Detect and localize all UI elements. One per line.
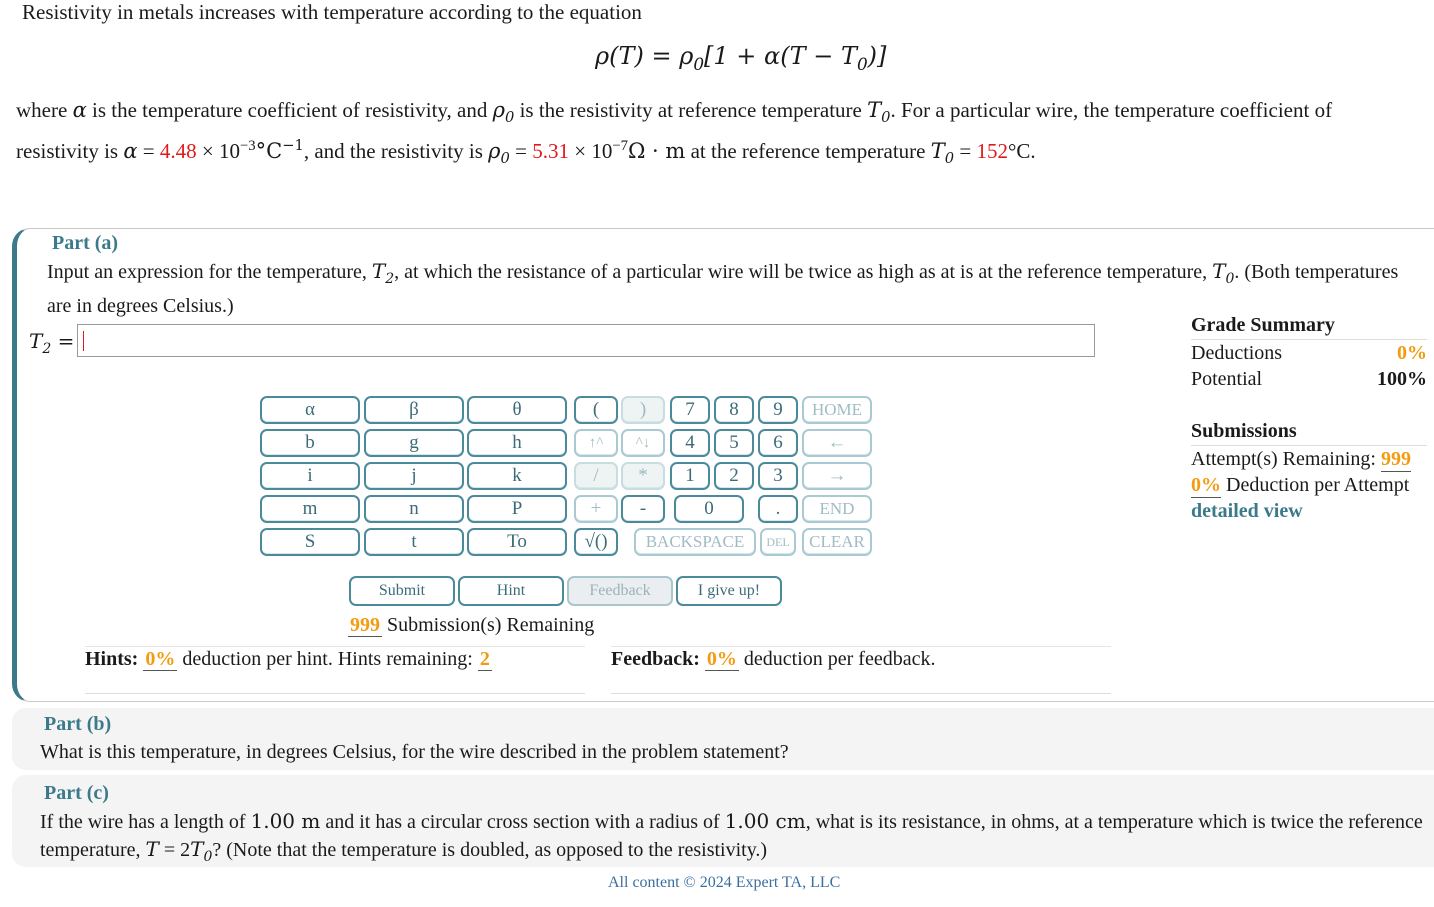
key-j[interactable]: j: [364, 462, 464, 490]
part-c-title: Part (c): [44, 782, 109, 804]
key-plus[interactable]: +: [574, 495, 618, 523]
answer-label: $T_2$ =: [29, 329, 75, 357]
key-h[interactable]: h: [467, 429, 567, 457]
key-2[interactable]: 2: [714, 462, 754, 490]
problem-statement: where α is the temperature coefficient of resistivity, and $\rho_0$ is the resistivity at reference temperature $T_0$. For a particular wire, the temperature coefficient of resistivity is $\alpha = 4.48 \times 10^{-3}^\circ C^{-1}$, and the resistivity is $\rho_0 = 5.31 \times 10^{-7}\Omega \cdot m$ at the reference temperature $T_0 = 152^\circ C$.: [16, 98, 1333, 168]
key-8[interactable]: 8: [714, 396, 754, 424]
key-5[interactable]: 5: [714, 429, 754, 457]
grade-summary-title: Grade Summary: [1191, 314, 1427, 340]
key-beta[interactable]: β: [364, 396, 464, 424]
part-b-text: What is this temperature, in degrees Celsius, for the wire described in the problem statement?: [40, 741, 789, 763]
deductions-value: 0%: [1397, 342, 1427, 364]
rho0-value: 5.31: [532, 139, 569, 164]
problem-intro: Resistivity in metals increases with temperature according to the equation: [22, 0, 642, 24]
alpha-value: 4.48: [159, 139, 197, 164]
key-clear[interactable]: CLEAR: [802, 528, 872, 556]
give-up-button[interactable]: I give up!: [676, 576, 782, 606]
key-m[interactable]: m: [260, 495, 360, 523]
key-6[interactable]: 6: [758, 429, 798, 457]
key-g[interactable]: g: [364, 429, 464, 457]
key-7[interactable]: 7: [670, 396, 710, 424]
key-1[interactable]: 1: [670, 462, 710, 490]
key-alpha[interactable]: α: [260, 396, 360, 424]
hint-button[interactable]: Hint: [458, 576, 564, 606]
key-left-arrow[interactable]: ←: [802, 429, 872, 457]
key-sqrt[interactable]: √(): [574, 528, 618, 556]
grade-summary: Grade Summary Deductions 0% Potential 100% Submissions Attempt(s) Remaining: 999 0% Deduction per Attempt detailed view: [1191, 314, 1427, 522]
t0-value: 152: [976, 139, 1008, 164]
footer-copyright: All content © 2024 Expert TA, LLC: [608, 874, 841, 891]
key-i[interactable]: i: [260, 462, 360, 490]
key-divide[interactable]: /: [574, 462, 618, 490]
key-decimal[interactable]: .: [758, 495, 798, 523]
key-right-arrow[interactable]: →: [802, 462, 872, 490]
key-backspace[interactable]: BACKSPACE: [634, 528, 756, 556]
key-0[interactable]: 0: [674, 495, 744, 523]
part-a-prompt: Input an expression for the temperature, $T_2$, at which the resistance of a particular wire will be twice as high as at is at the reference temperature, $T_0$. (Both temperatures are in degrees Celsius.): [47, 259, 1399, 317]
resistivity-equation: $\rho(T) = \rho_0[1 + \alpha(T - T_0)]$: [595, 42, 887, 74]
text-caret: [83, 331, 84, 351]
part-a-title: Part (a): [52, 232, 119, 254]
key-subscript[interactable]: ^↓: [621, 429, 665, 457]
key-s[interactable]: S: [260, 528, 360, 556]
key-p[interactable]: P: [467, 495, 567, 523]
part-b-panel[interactable]: [12, 708, 1434, 770]
submit-button[interactable]: Submit: [349, 576, 455, 606]
key-multiply[interactable]: *: [621, 462, 665, 490]
answer-input[interactable]: [77, 324, 1095, 357]
key-t0[interactable]: To: [467, 528, 567, 556]
key-3[interactable]: 3: [758, 462, 798, 490]
feedback-button[interactable]: Feedback: [567, 576, 673, 606]
key-n[interactable]: n: [364, 495, 464, 523]
key-4[interactable]: 4: [670, 429, 710, 457]
submissions-title: Submissions: [1191, 420, 1427, 446]
key-t[interactable]: t: [364, 528, 464, 556]
key-end[interactable]: END: [802, 495, 872, 523]
key-theta[interactable]: θ: [467, 396, 567, 424]
key-home[interactable]: HOME: [802, 396, 872, 424]
key-9[interactable]: 9: [758, 396, 798, 424]
submissions-remaining: 999 Submission(s) Remaining: [350, 614, 595, 636]
part-c-text: If the wire has a length of 1.00 m and it has a circular cross section with a radius of 1.00 cm, what is its resistance, in ohms, at a temperature which is twice the reference temperature, $T = 2T_0$? (Note that the temperature is doubled, as opposed to the resistivity.): [40, 809, 1423, 865]
key-superscript[interactable]: ↑^: [574, 429, 618, 457]
key-b[interactable]: b: [260, 429, 360, 457]
detailed-view-link[interactable]: detailed view: [1191, 500, 1303, 522]
key-k[interactable]: k: [467, 462, 567, 490]
part-b-title: Part (b): [44, 713, 112, 735]
key-minus[interactable]: -: [621, 495, 665, 523]
key-del[interactable]: DEL: [760, 528, 796, 556]
attempts-remaining: 999: [1380, 448, 1411, 470]
feedback-info: Feedback: 0% deduction per feedback.: [611, 646, 1111, 694]
potential-value: 100%: [1377, 368, 1427, 390]
hints-info: Hints: 0% deduction per hint. Hints remaining: 2: [85, 646, 585, 694]
hints-remaining: 2: [479, 648, 490, 670]
key-close-paren[interactable]: ): [621, 396, 665, 424]
key-open-paren[interactable]: (: [574, 396, 618, 424]
part-c-panel[interactable]: [12, 775, 1434, 867]
